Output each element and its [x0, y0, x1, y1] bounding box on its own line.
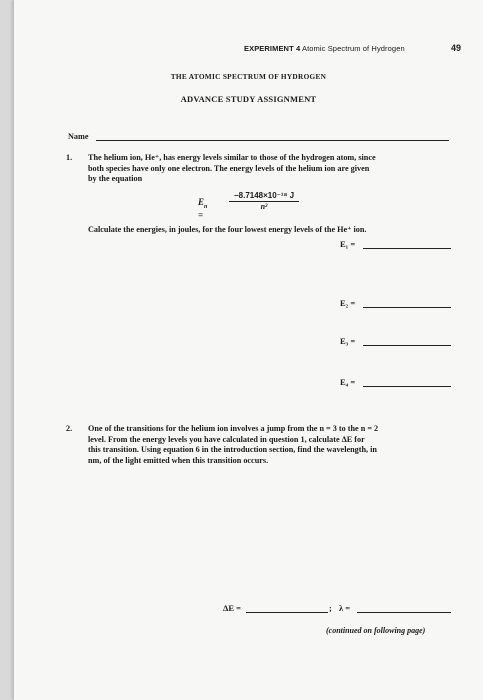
answer-separator: ;: [329, 603, 332, 613]
q1-line: both species have only one electron. The energy levels of the helium ion are given: [88, 163, 370, 173]
e1-label: E₁ =: [340, 239, 356, 249]
q1-line: The helium ion, He⁺, has energy levels similar to those of the hydrogen atom, since: [88, 153, 376, 162]
experiment-label: EXPERIMENT 4: [244, 44, 301, 53]
equation-numerator: −8.7148×10⁻¹⁸ J: [233, 191, 295, 200]
q2-number: 2.: [66, 424, 73, 433]
q1-line: by the equation: [88, 174, 143, 184]
q1-instruction: Calculate the energies, in joules, for the four lowest energy levels of the He⁺ ion.: [88, 225, 367, 234]
wavelength-answer-field[interactable]: [357, 612, 451, 613]
q2-line: nm, of the light emitted when this transition occurs.: [88, 455, 269, 465]
q2-line: this transition. Using equation 6 in the introduction section, find the wavelength, in: [88, 445, 377, 455]
worksheet-page: [14, 0, 483, 700]
wavelength-label: λ =: [339, 603, 351, 613]
experiment-subject: Atomic Spectrum of Hydrogen: [302, 44, 405, 53]
e4-answer-field[interactable]: [363, 386, 451, 387]
q2-line: level. From the energy levels you have calculated in question 1, calculate ΔE for: [88, 434, 365, 444]
e3-answer-field[interactable]: [363, 345, 451, 346]
q1-text: [88, 153, 468, 185]
name-label: Name: [68, 132, 89, 141]
q2-line: One of the transitions for the helium ion involves a jump from the n = 3 to the n = 2: [88, 424, 379, 433]
page-number: 49: [451, 43, 462, 53]
delta-e-label: ΔE =: [223, 603, 241, 613]
page-title: THE ATOMIC SPECTRUM OF HYDROGEN: [170, 72, 327, 81]
name-field[interactable]: [96, 140, 449, 141]
q1-number: 1.: [66, 153, 73, 162]
e3-label: E₃ =: [340, 336, 356, 346]
e4-label: E₄ =: [340, 377, 356, 387]
equation-lhs: $E_n$ =: [198, 197, 208, 220]
equation-fraction: [227, 191, 301, 211]
e2-label: E₂ =: [340, 298, 356, 308]
page-subtitle: ADVANCE STUDY ASSIGNMENT: [180, 94, 317, 104]
q2-text: [88, 424, 468, 466]
running-header: [244, 44, 405, 53]
equation-denominator: n²: [260, 202, 268, 211]
continued-note: (continued on following page): [326, 626, 426, 635]
e2-answer-field[interactable]: [363, 307, 451, 308]
delta-e-answer-field[interactable]: [246, 612, 328, 613]
e1-answer-field[interactable]: [363, 248, 451, 249]
